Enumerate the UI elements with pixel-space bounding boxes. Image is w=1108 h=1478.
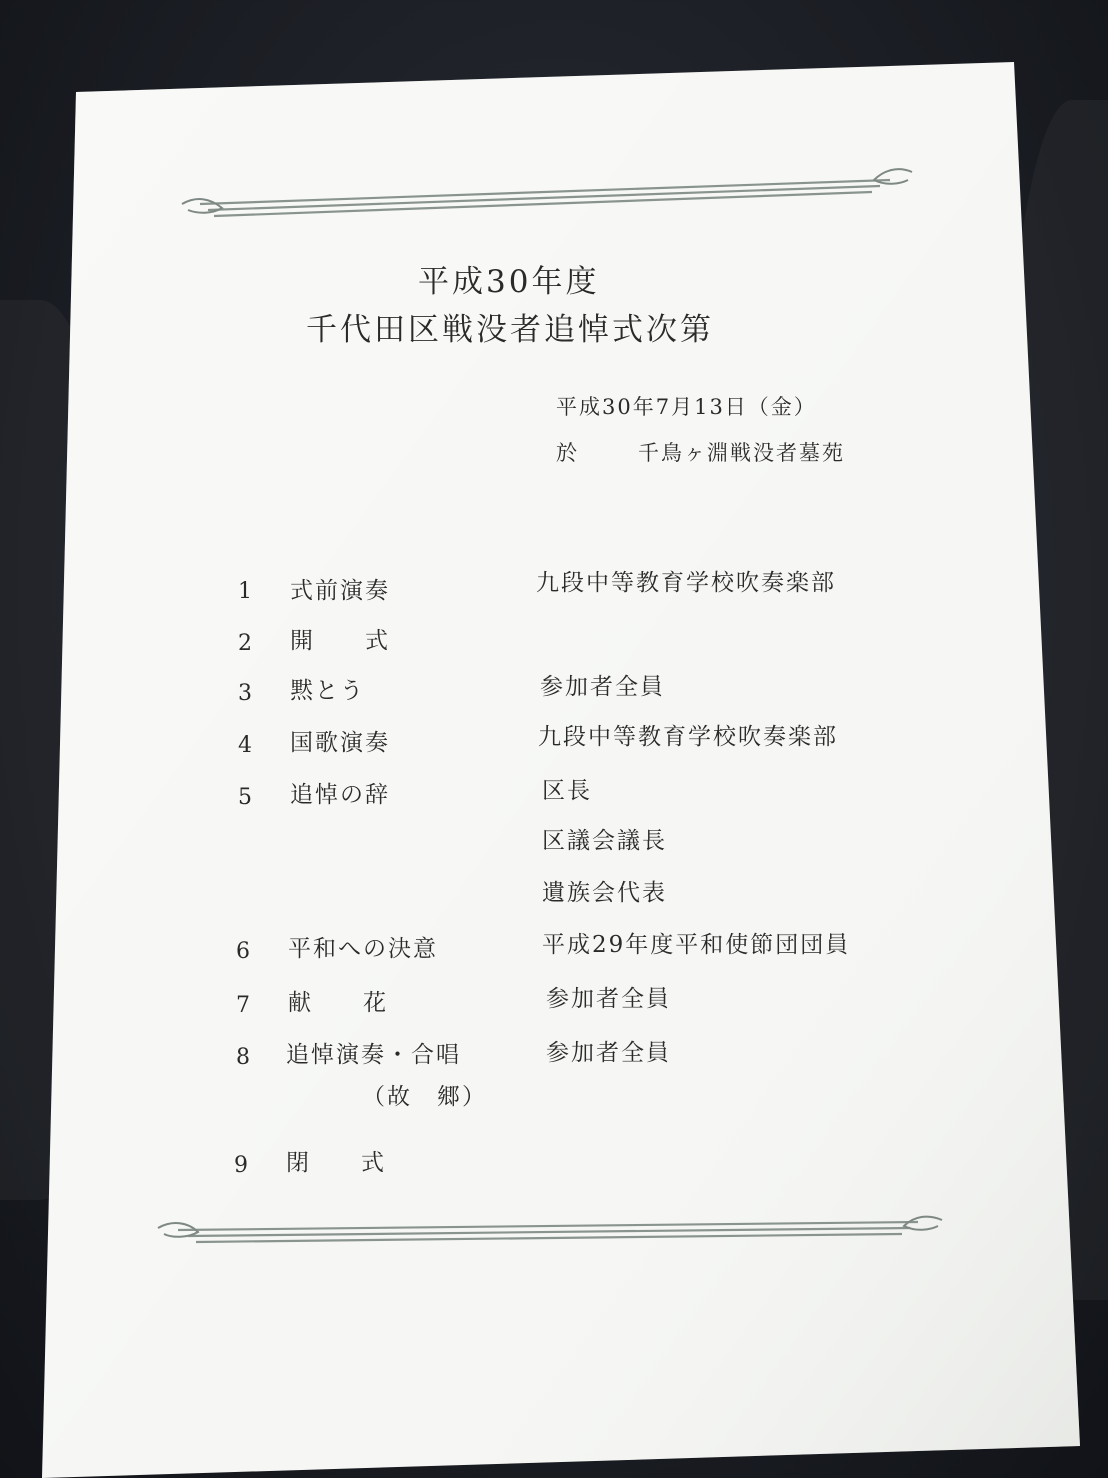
program-item: 式前演奏 [290,578,390,604]
title-line-2: 千代田区戦没者追悼式次第 [306,312,714,348]
program-sub-item: （故 郷） [362,1084,487,1110]
program-performer: 参加者全員 [546,986,671,1012]
program-performer: 区長 [542,778,592,804]
program-number: 2 [238,631,252,656]
event-date: 平成30年7月13日（金） [556,395,817,419]
program-item: 開 式 [290,628,390,654]
program-item: 閉 式 [286,1150,386,1176]
program-number: 5 [238,785,252,810]
program-performer: 参加者全員 [546,1040,671,1066]
venue-name: 千鳥ヶ淵戦没者墓苑 [638,441,845,465]
program-item: 献 花 [288,990,388,1016]
program-performer: 平成29年度平和使節団団員 [542,932,851,958]
program-performer: 参加者全員 [540,674,665,700]
program-number: 6 [236,939,250,964]
program-item: 追悼の辞 [290,782,390,808]
program-number: 9 [234,1153,248,1178]
title-line-1: 平成30年度 [418,264,600,300]
program-item: 追悼演奏・合唱 [286,1042,461,1068]
program-number: 7 [236,993,250,1018]
program-performer: 区議会議長 [542,828,667,854]
program-number: 8 [236,1045,250,1070]
venue-prefix: 於 [556,441,579,465]
program-number: 4 [238,733,252,758]
program-item: 平和への決意 [288,936,438,962]
program-item: 国歌演奏 [290,730,390,756]
program-performer: 遺族会代表 [542,880,667,906]
program-performer: 九段中等教育学校吹奏楽部 [536,570,836,596]
program-number: 3 [238,681,252,706]
program-number: 1 [238,579,252,604]
program-item: 黙とう [290,678,365,704]
program-performer: 九段中等教育学校吹奏楽部 [538,724,838,750]
